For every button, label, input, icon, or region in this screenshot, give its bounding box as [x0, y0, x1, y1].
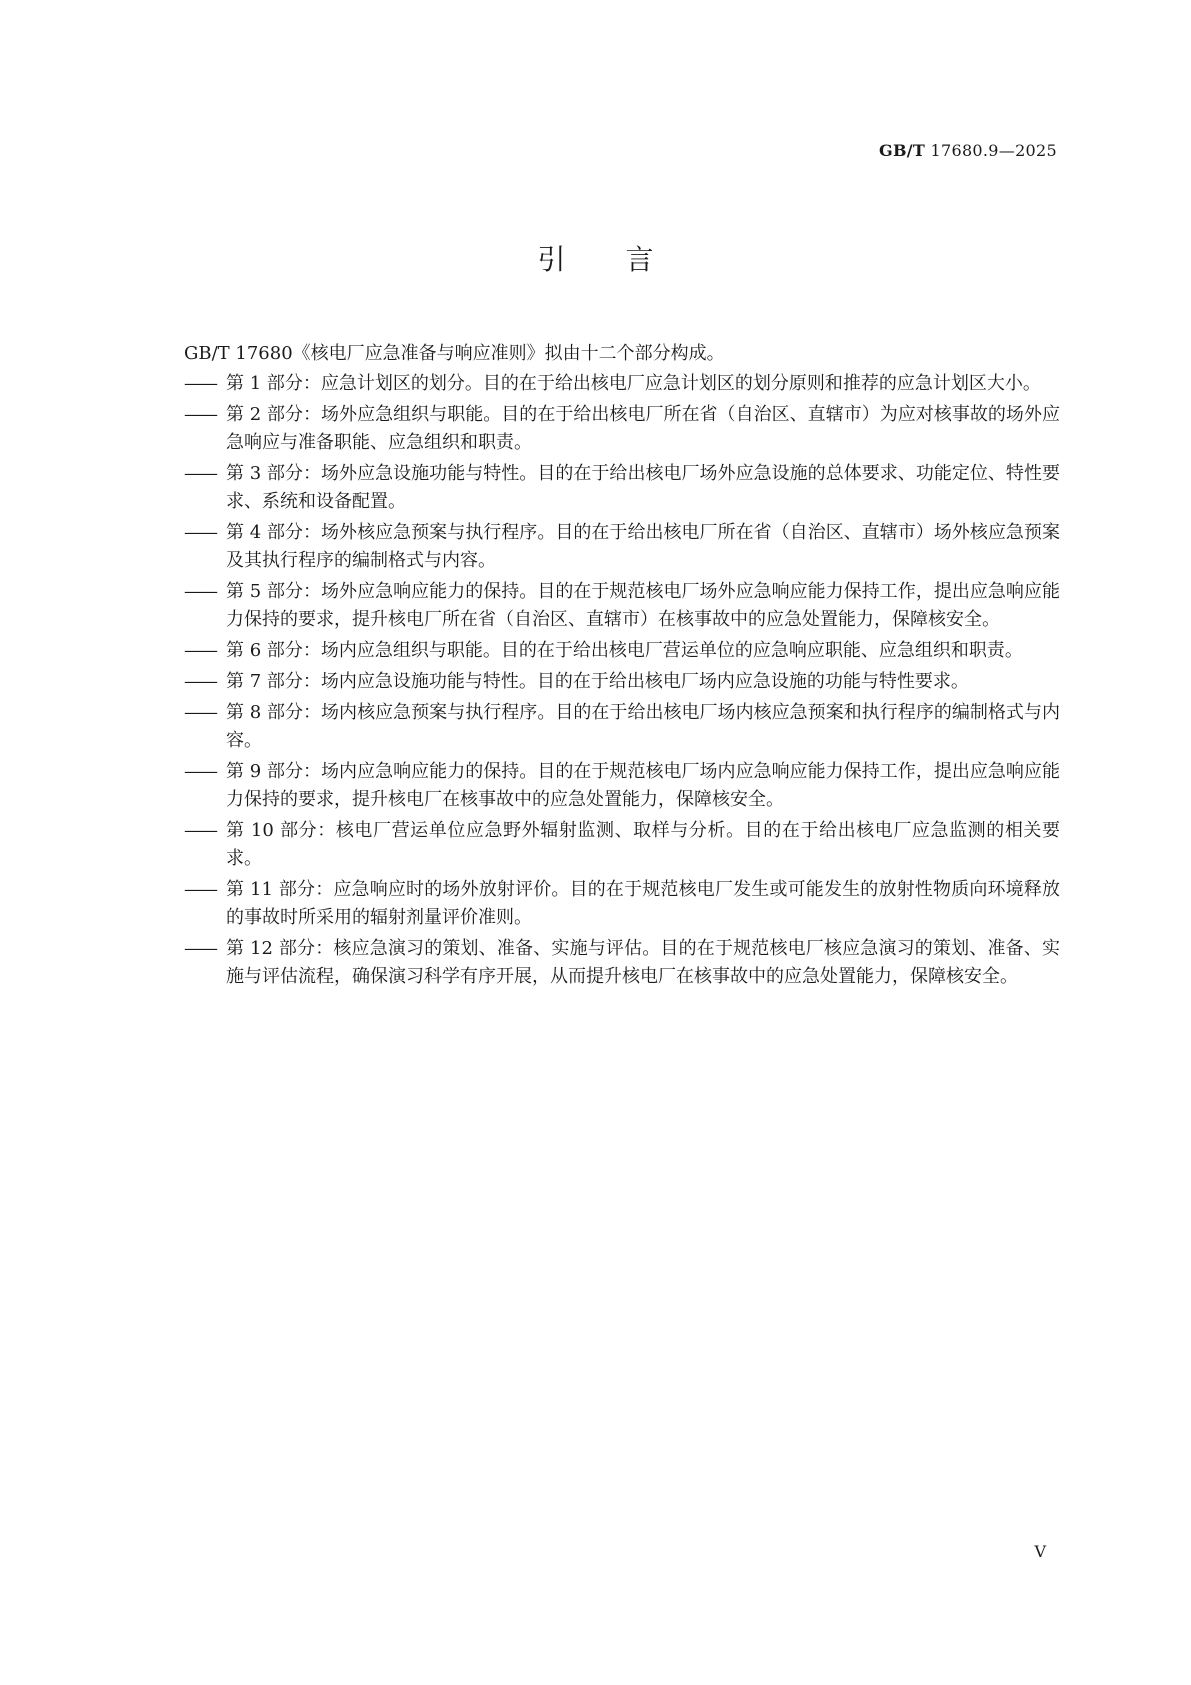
dash-marker: —— — [184, 879, 216, 900]
introduction-body — [184, 340, 1060, 994]
list-item — [184, 370, 1060, 398]
intro-paragraph: GB/T 17680《核电厂应急准备与响应准则》拟由十二个部分构成。 — [184, 343, 725, 364]
dash-marker: —— — [184, 761, 216, 782]
part-8-text: 第 8 部分：场内核应急预案与执行程序。目的在于给出核电厂场内核应急预案和执行程序的编制格式与内容。 — [226, 702, 1060, 751]
dash-marker: —— — [184, 581, 216, 602]
part-9-text: 第 9 部分：场内应急响应能力的保持。目的在于规范核电厂场内应急响应能力保持工作，提出应急响应能力保持的要求，提升核电厂在核事故中的应急处置能力，保障核安全。 — [226, 761, 1060, 810]
part-5-text: 第 5 部分：场外应急响应能力的保持。目的在于规范核电厂场外应急响应能力保持工作，提出应急响应能力保持的要求，提升核电厂所在省（自治区、直辖市）在核事故中的应急处置能力，保障核安全。 — [226, 581, 1060, 630]
part-12-text: 第 12 部分：核应急演习的策划、准备、实施与评估。目的在于规范核电厂核应急演习的策划、准备、实施与评估流程，确保演习科学有序开展，从而提升核电厂在核事故中的应急处置能力，保障核安全。 — [226, 938, 1060, 987]
standard-number: 17680.9—2025 — [930, 141, 1057, 160]
dash-marker: —— — [184, 640, 216, 661]
part-11-text: 第 11 部分：应急响应时的场外放射评价。目的在于规范核电厂发生或可能发生的放射性物质向环境释放的事故时所采用的辐射剂量评价准则。 — [226, 879, 1060, 928]
standard-code — [879, 141, 1057, 160]
list-item — [184, 401, 1060, 457]
part-6-text: 第 6 部分：场内应急组织与职能。目的在于给出核电厂营运单位的应急响应职能、应急组织和职责。 — [226, 640, 1023, 661]
part-7-text: 第 7 部分：场内应急设施功能与特性。目的在于给出核电厂场内应急设施的功能与特性要求。 — [226, 671, 969, 692]
dash-marker: —— — [184, 404, 216, 425]
list-item — [184, 758, 1060, 814]
dash-marker: —— — [184, 938, 216, 959]
list-item — [184, 460, 1060, 516]
part-2-text: 第 2 部分：场外应急组织与职能。目的在于给出核电厂所在省（自治区、直辖市）为应对核事故的场外应急响应与准备职能、应急组织和职责。 — [226, 404, 1060, 453]
list-item — [184, 519, 1060, 575]
dash-marker: —— — [184, 820, 216, 841]
page-title: 引言 — [537, 243, 714, 276]
dash-marker: —— — [184, 463, 216, 484]
list-item — [184, 817, 1060, 873]
list-item — [184, 876, 1060, 932]
dash-marker: —— — [184, 522, 216, 543]
list-item — [184, 578, 1060, 634]
list-item — [184, 637, 1060, 665]
dash-marker: —— — [184, 671, 216, 692]
list-item — [184, 668, 1060, 696]
list-item — [184, 699, 1060, 755]
part-3-text: 第 3 部分：场外应急设施功能与特性。目的在于给出核电厂场外应急设施的总体要求、功能定位、特性要求、系统和设备配置。 — [226, 463, 1060, 512]
dash-marker: —— — [184, 373, 216, 394]
dash-marker: —— — [184, 702, 216, 723]
page-number: V — [1034, 1542, 1046, 1561]
standard-prefix: GB/T — [878, 141, 926, 160]
list-item — [184, 935, 1060, 991]
part-4-text: 第 4 部分：场外核应急预案与执行程序。目的在于给出核电厂所在省（自治区、直辖市）场外核应急预案及其执行程序的编制格式与内容。 — [226, 522, 1060, 571]
part-1-text: 第 1 部分：应急计划区的划分。目的在于给出核电厂应急计划区的划分原则和推荐的应急计划区大小。 — [226, 373, 1041, 394]
part-10-text: 第 10 部分：核电厂营运单位应急野外辐射监测、取样与分析。目的在于给出核电厂应急监测的相关要求。 — [226, 820, 1060, 869]
